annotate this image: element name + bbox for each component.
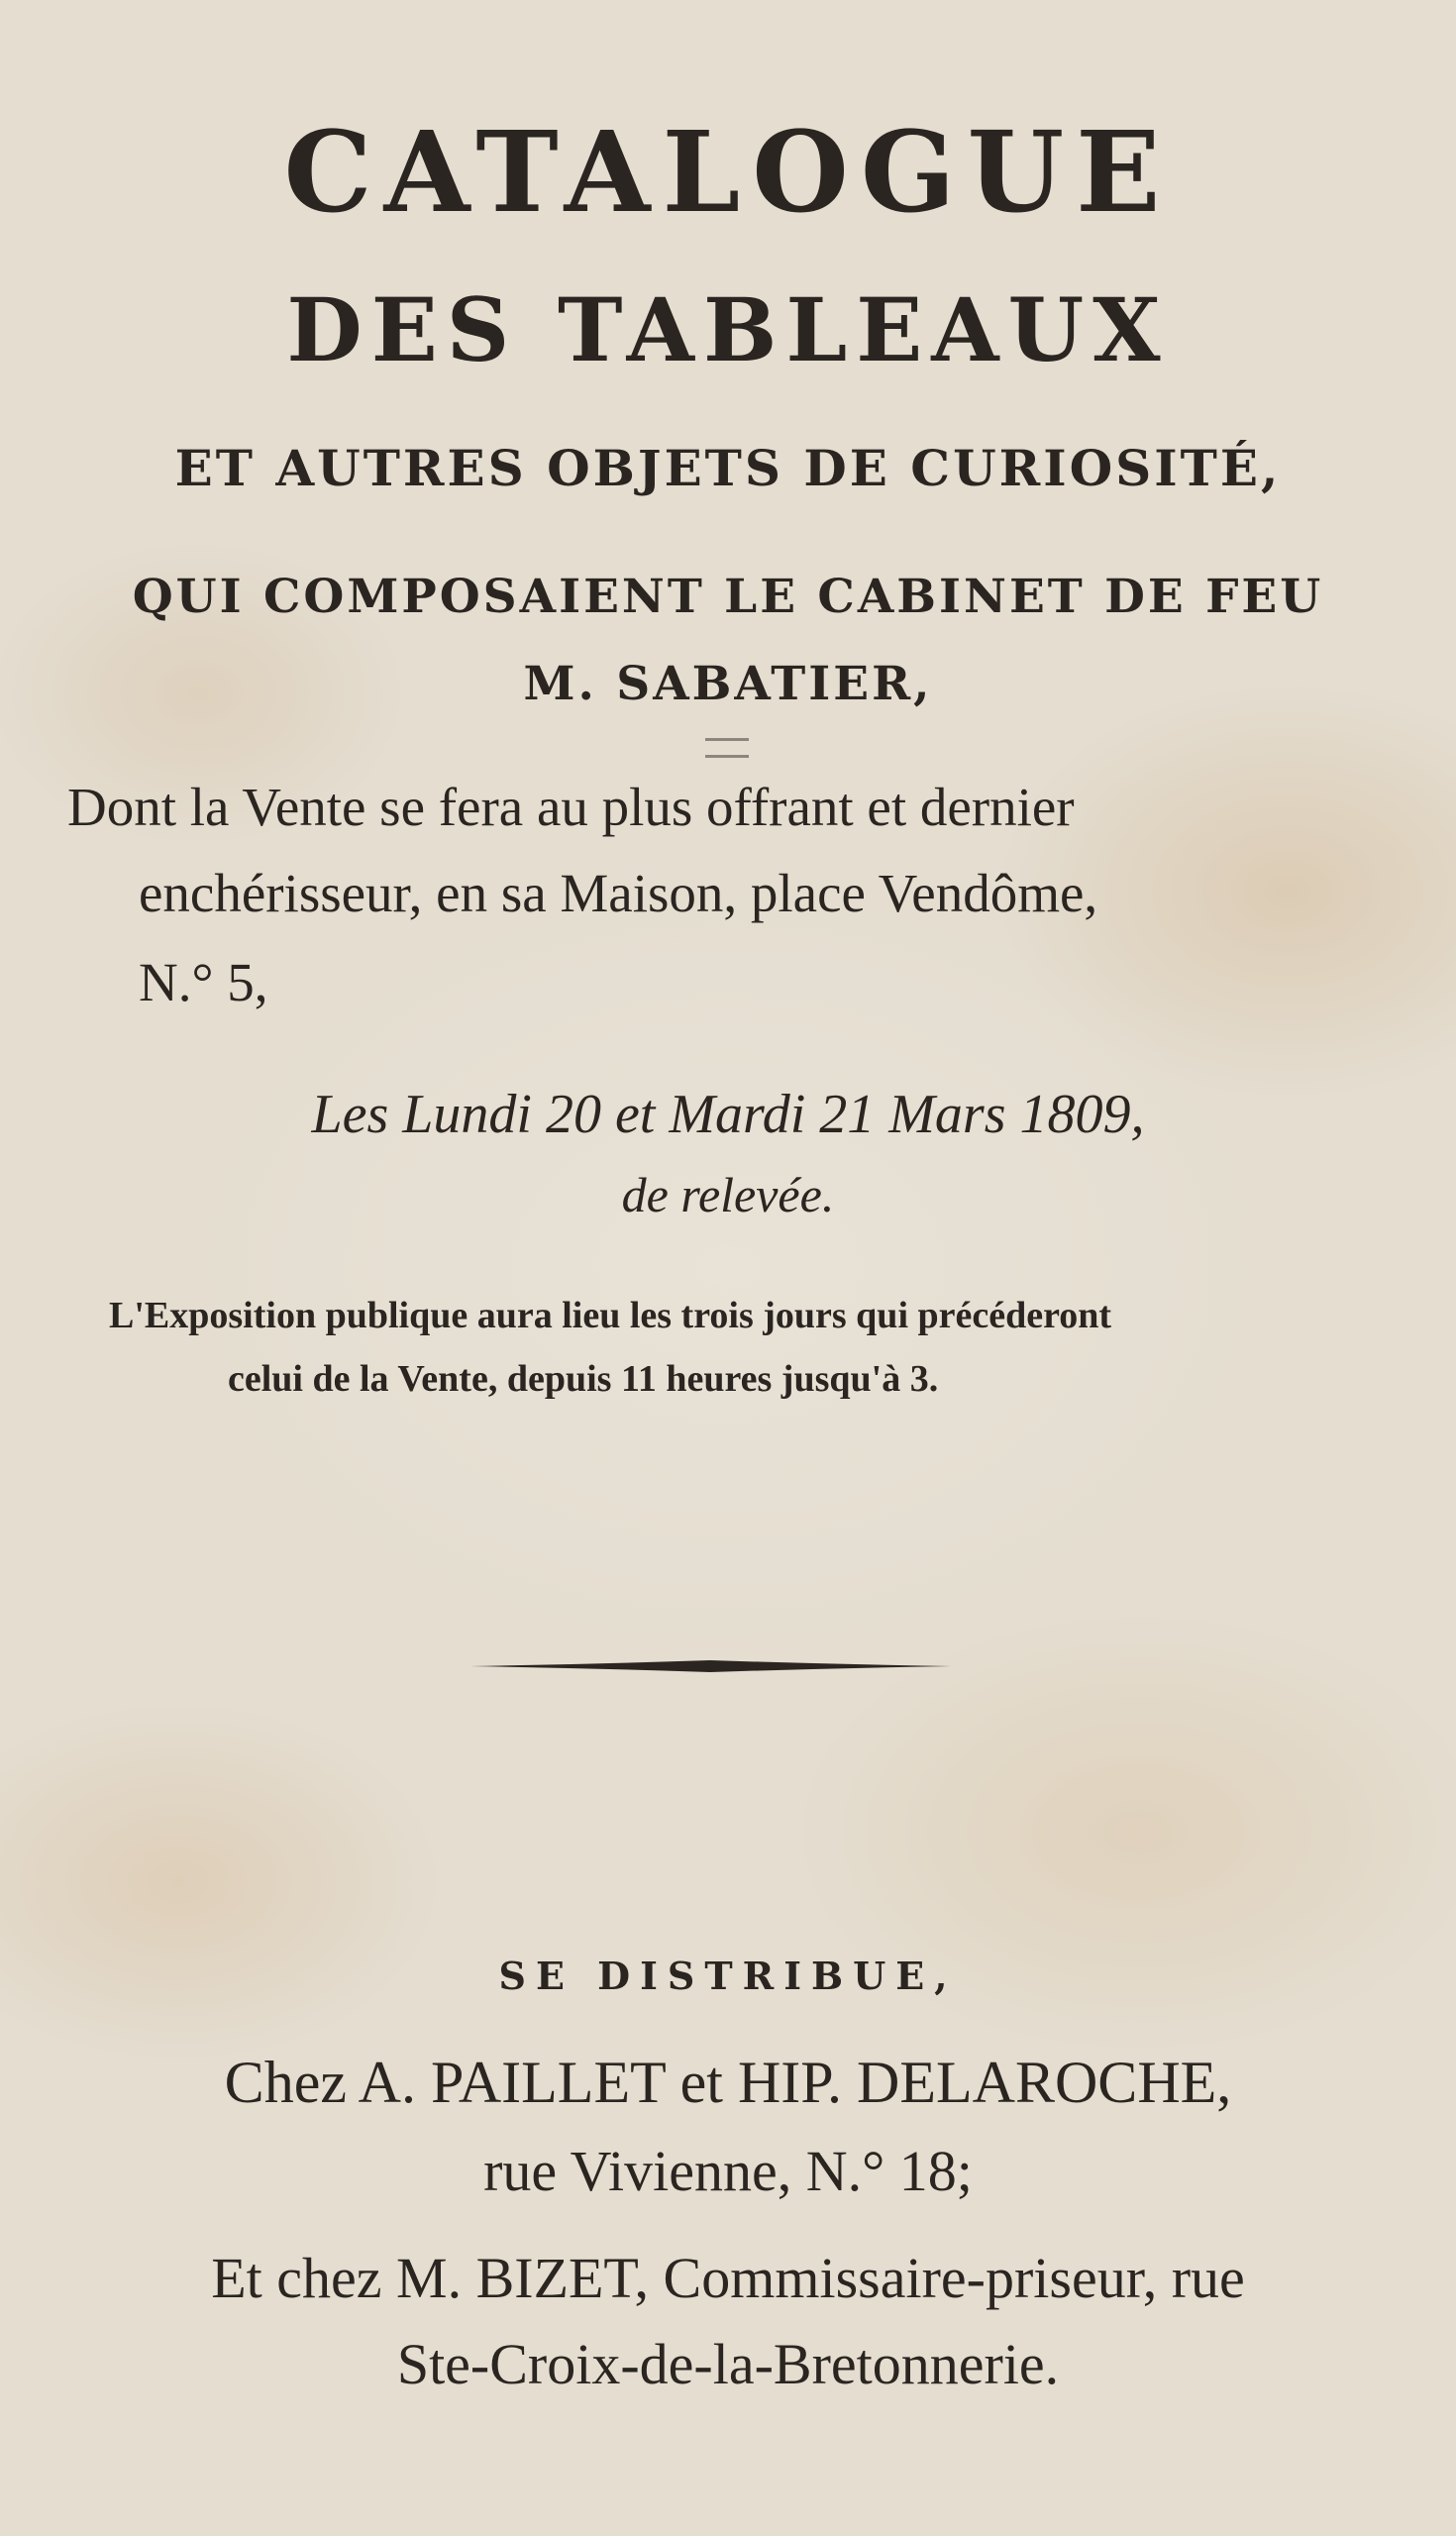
distribution-heading: SE DISTRIBUE, xyxy=(498,1954,958,1998)
owner-name: M. SABATIER, xyxy=(523,657,933,711)
distributor-1-address: rue Vivienne, N.° 18; xyxy=(483,2139,973,2203)
small-ornament xyxy=(705,738,749,758)
distributor-1: Chez A. PAILLET et HIP. DELAROCHE, xyxy=(224,2050,1232,2115)
exposition-line-1: L'Exposition publique aura lieu les trois jours qui précéderont xyxy=(109,1295,1112,1336)
catalogue-title: CATALOGUE xyxy=(283,108,1173,238)
distributor-2-address: Ste-Croix-de-la-Bretonnerie. xyxy=(396,2332,1060,2396)
catalogue-subtitle: DES TABLEAUX xyxy=(286,278,1170,381)
exposition-line-2: celui de la Vente, depuis 11 heures jusqu'à 3. xyxy=(228,1358,939,1400)
sale-time: de relevée. xyxy=(621,1167,835,1222)
sale-line-3: N.° 5, xyxy=(139,952,268,1012)
objects-line: ET AUTRES OBJETS DE CURIOSITÉ, xyxy=(174,439,1282,497)
sale-dates: Les Lundi 20 et Mardi 21 Mars 1809, xyxy=(311,1084,1145,1145)
distributor-2: Et chez M. BIZET, Commissaire-priseur, rue xyxy=(211,2246,1245,2310)
ornamental-rule xyxy=(470,1659,951,1673)
sale-line-1: Dont la Vente se fera au plus offrant et dernier xyxy=(67,777,1075,837)
cabinet-line: QUI COMPOSAIENT LE CABINET DE FEU xyxy=(132,570,1324,624)
sale-line-2: enchérisseur, en sa Maison, place Vendôme, xyxy=(139,863,1098,923)
